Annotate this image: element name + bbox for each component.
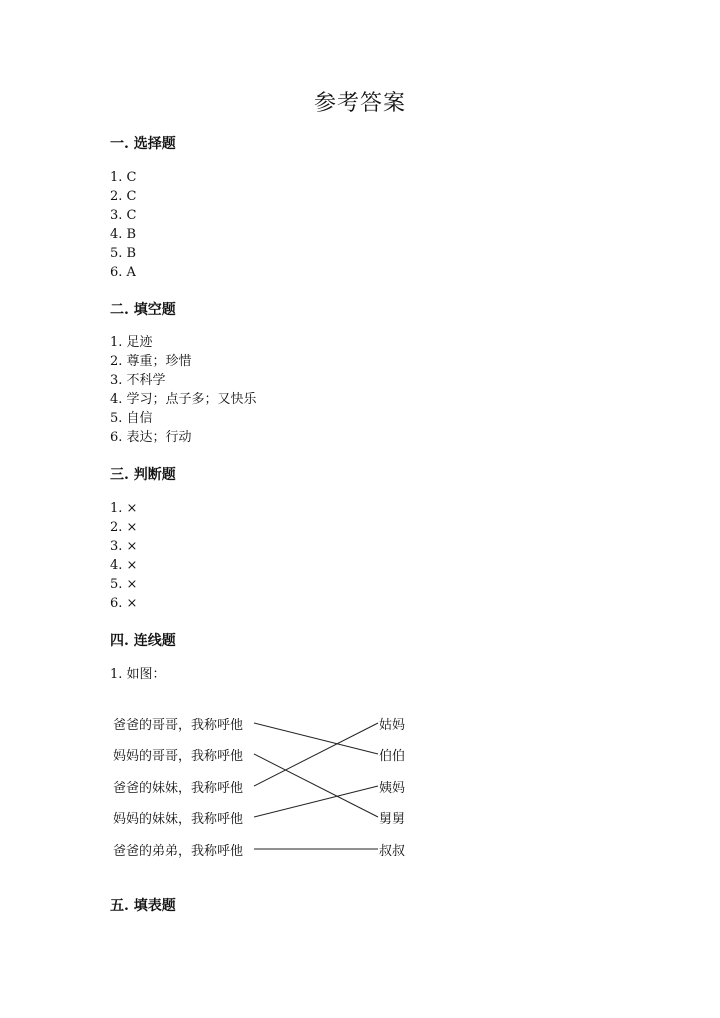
section-heading-table: 五. 填表题: [110, 898, 176, 914]
answer-item: 2. ×: [110, 520, 138, 535]
answer-item: 1. C: [110, 170, 137, 185]
answer-item: 6. ×: [110, 596, 138, 611]
match-right-item: 叔叔: [379, 844, 406, 859]
answer-item: 3. C: [110, 208, 137, 223]
answer-item: 3. ×: [110, 539, 138, 554]
answer-item: 5. 自信: [110, 411, 153, 426]
match-line: [254, 723, 378, 754]
match-line: [254, 786, 378, 817]
match-line: [254, 754, 378, 817]
section-heading-fill: 二. 填空题: [110, 302, 176, 318]
answer-item: 2. C: [110, 189, 137, 204]
match-left-item: 妈妈的妹妹，我称呼他: [113, 812, 244, 827]
answer-item: 1. 足迹: [110, 335, 153, 350]
answer-item: 4. 学习；点子多；又快乐: [110, 392, 257, 407]
section-heading-choice: 一. 选择题: [110, 136, 176, 152]
answer-item: 4. ×: [110, 558, 138, 573]
answer-item: 5. ×: [110, 577, 138, 592]
section-heading-judge: 三. 判断题: [110, 467, 176, 483]
page-title: 参考答案: [313, 91, 406, 116]
match-left-item: 爸爸的弟弟，我称呼他: [113, 844, 244, 859]
match-left-item: 爸爸的哥哥，我称呼他: [113, 718, 244, 733]
match-right-item: 舅舅: [379, 812, 406, 827]
answer-item: 6. A: [110, 265, 136, 280]
answer-item: 5. B: [110, 246, 137, 261]
match-left-item: 妈妈的哥哥，我称呼他: [113, 749, 244, 764]
match-right-item: 伯伯: [379, 749, 406, 764]
match-right-item: 姨妈: [379, 781, 406, 796]
section-heading-match: 四. 连线题: [110, 633, 176, 649]
match-intro: 1. 如图：: [110, 667, 166, 682]
answer-item: 2. 尊重；珍惜: [110, 354, 192, 369]
match-left-item: 爸爸的妹妹，我称呼他: [113, 781, 244, 796]
match-right-item: 姑妈: [379, 718, 406, 733]
answer-item: 1. ×: [110, 501, 138, 516]
answer-item: 3. 不科学: [110, 373, 166, 388]
match-line: [254, 723, 378, 786]
answer-item: 4. B: [110, 227, 137, 242]
answer-item: 6. 表达；行动: [110, 430, 192, 445]
